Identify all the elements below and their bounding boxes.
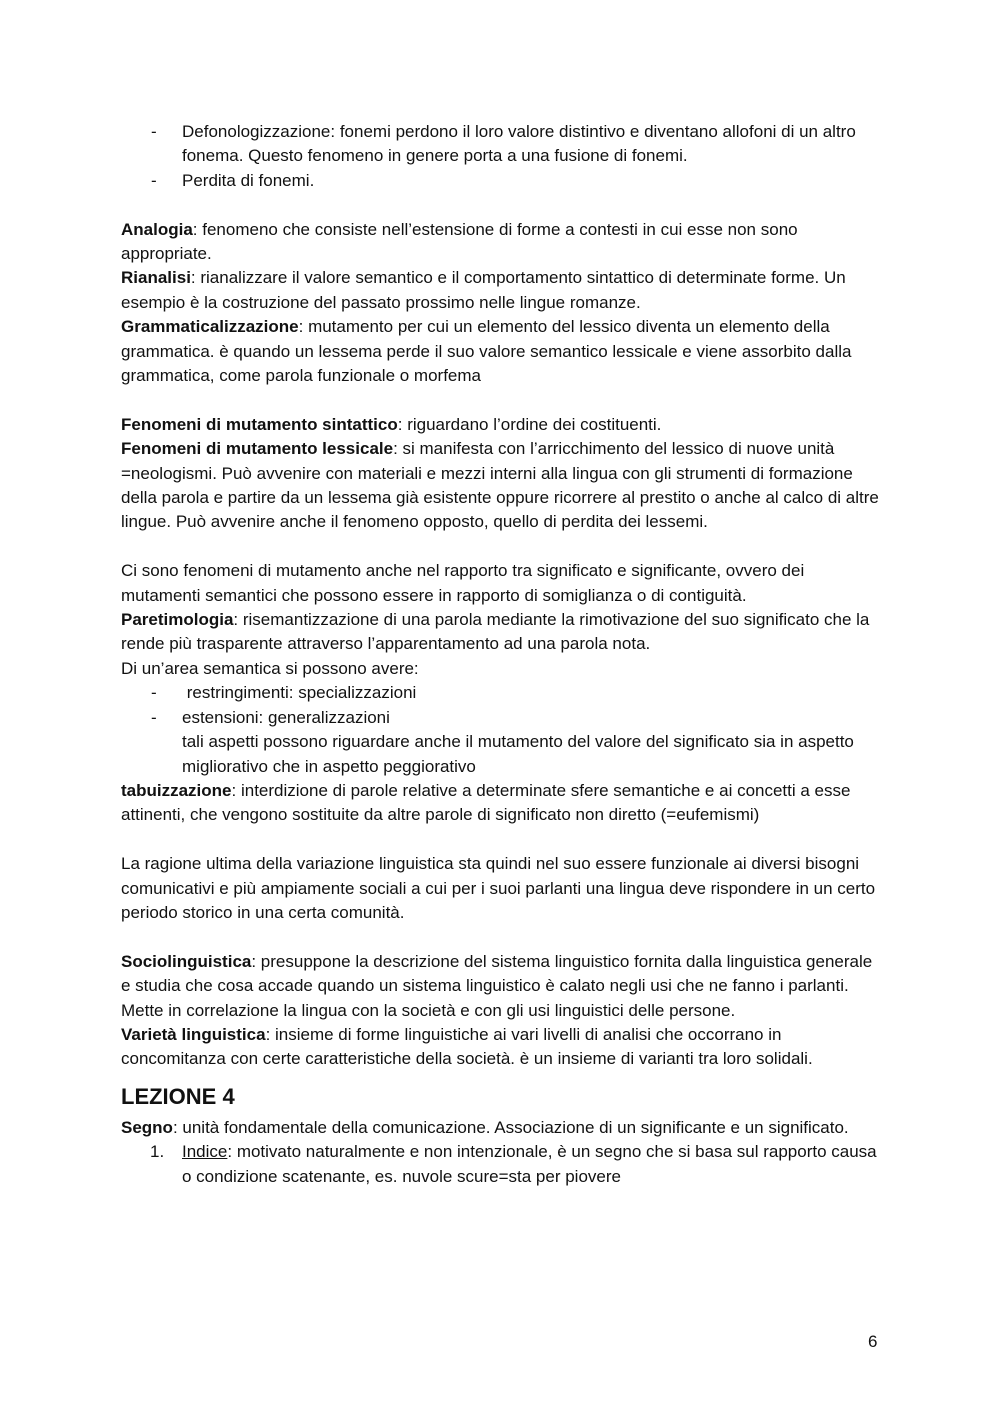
list-item: [121, 1140, 881, 1189]
term: Indice: [182, 1142, 228, 1162]
page-content: [121, 120, 881, 1189]
term: Fenomeni di mutamento lessicale: [121, 439, 394, 459]
definition-text: : motivato naturalmente e non intenzionale, è un segno che si basa sul rapporto causa o condizione scatenante, es. nuvole scure=sta per piovere: [182, 1142, 877, 1186]
definition-text: : insieme di forme linguistiche ai vari livelli di analisi che occorrano in concomitanza con certe caratteristiche della società. è un insieme di varianti tra loro solidali.: [121, 1024, 813, 1069]
definition-analogia: [121, 218, 881, 267]
definition-grammaticalizzazione: [121, 315, 881, 388]
definition-text: : rianalizzare il valore semantico e il comportamento sintattico di determinate forme. Un esempio è la costruzione del passato prossimo nelle lingue romanze.: [121, 268, 846, 312]
list-item: - estensioni: generalizzazioni: [121, 706, 881, 730]
term: tabuizzazione: [121, 780, 232, 800]
term: Varietà linguistica: [121, 1024, 266, 1044]
definition-rianalisi: [121, 266, 881, 315]
list-number: 1.: [150, 1142, 165, 1162]
list-continuation: tali aspetti possono riguardare anche il mutamento del valore del significato sia in aspetto migliorativo che in aspetto peggiorativo: [182, 732, 854, 776]
paragraph-area-semantica: Di un’area semantica si possono avere:: [121, 658, 419, 678]
definition-text: : si manifesta con l’arricchimento del lessico di nuove unità =neologismi. Può avvenire con materiali e mezzi interni alla lingua con gli strumenti di formazione della parola e partire da un lessema già esistente oppure ricorrere al prestito o anche al calco di altre lingue. Può avvenire anche il fenomeno opposto, quello di perdita dei lessemi.: [121, 439, 879, 532]
section-heading: LEZIONE 4: [121, 1083, 235, 1109]
definition-text: : interdizione di parole relative a determinate sfere semantiche e ai concetti a esse attinenti, che vengono sostituite da altre parole di significato non diretto (=eufemismi): [121, 780, 851, 825]
list-item: - Defonologizzazione: fonemi perdono il loro valore distintivo e diventano allofoni di un altro fonema. Questo fenomeno in genere porta a una fusione di fonemi.: [121, 120, 881, 169]
definition-text: : presuppone la descrizione del sistema linguistico fornita dalla linguistica generale e studia che cosa accade quando un sistema linguistico è calato negli usi che ne fanno i parlanti. Mette in correlazione la lingua con la società e con gli usi linguistici delle persone.: [121, 951, 873, 1020]
term: Fenomeni di mutamento sintattico: [121, 414, 398, 434]
definition-text: : fenomeno che consiste nell’estensione di forme a contesti in cui esse non sono appropriate.: [121, 219, 798, 264]
definition-mutamento-lessicale: [121, 437, 881, 535]
page-number: 6: [868, 1332, 878, 1351]
term: Paretimologia: [121, 610, 234, 630]
definition-text: : unità fondamentale della comunicazione. Associazione di un significante e un significato.: [172, 1117, 849, 1137]
list-item: - restringimenti: specializzazioni: [121, 681, 881, 705]
definition-text: : riguardano l’ordine dei costituenti.: [397, 414, 662, 434]
definition-text: : mutamento per cui un elemento del lessico diventa un elemento della grammatica. è quando un lessema perde il suo valore semantico lessicale e viene assorbito dalla grammatica, come parola funzionale o morfema: [121, 317, 852, 386]
term: Analogia: [121, 219, 193, 239]
term: Sociolinguistica: [121, 951, 252, 971]
definition-tabuizzazione: [121, 779, 881, 828]
definition-mutamento-sintattico: [121, 413, 881, 437]
numbered-list-segno: [121, 1140, 881, 1189]
definition-paretimologia: [121, 608, 881, 657]
term: Segno: [121, 1117, 173, 1137]
dash-list-area: [121, 681, 881, 730]
term: Rianalisi: [121, 268, 191, 288]
definition-segno: [121, 1116, 881, 1140]
definition-sociolinguistica: [121, 950, 881, 1023]
definition-varieta-linguistica: [121, 1023, 881, 1072]
dash-list-top: [121, 120, 881, 193]
paragraph-ragione: La ragione ultima della variazione linguistica sta quindi nel suo essere funzionale ai diversi bisogni comunicativi e più ampiamente sociali a cui per i suoi parlanti una lingua deve rispondere in un certo periodo storico in una certa comunità.: [121, 854, 876, 922]
list-item: - Perdita di fonemi.: [121, 169, 881, 193]
paragraph-mutamenti-semantici: Ci sono fenomeni di mutamento anche nel rapporto tra significato e significante, ovvero dei mutamenti semantici che possono essere in rapporto di somiglianza o di contiguità.: [121, 561, 805, 605]
definition-text: : risemantizzazione di una parola mediante la rimotivazione del suo significato che la rende più trasparente attraverso l’apparentamento ad una parola nota.: [121, 610, 870, 654]
term: Grammaticalizzazione: [121, 317, 299, 337]
